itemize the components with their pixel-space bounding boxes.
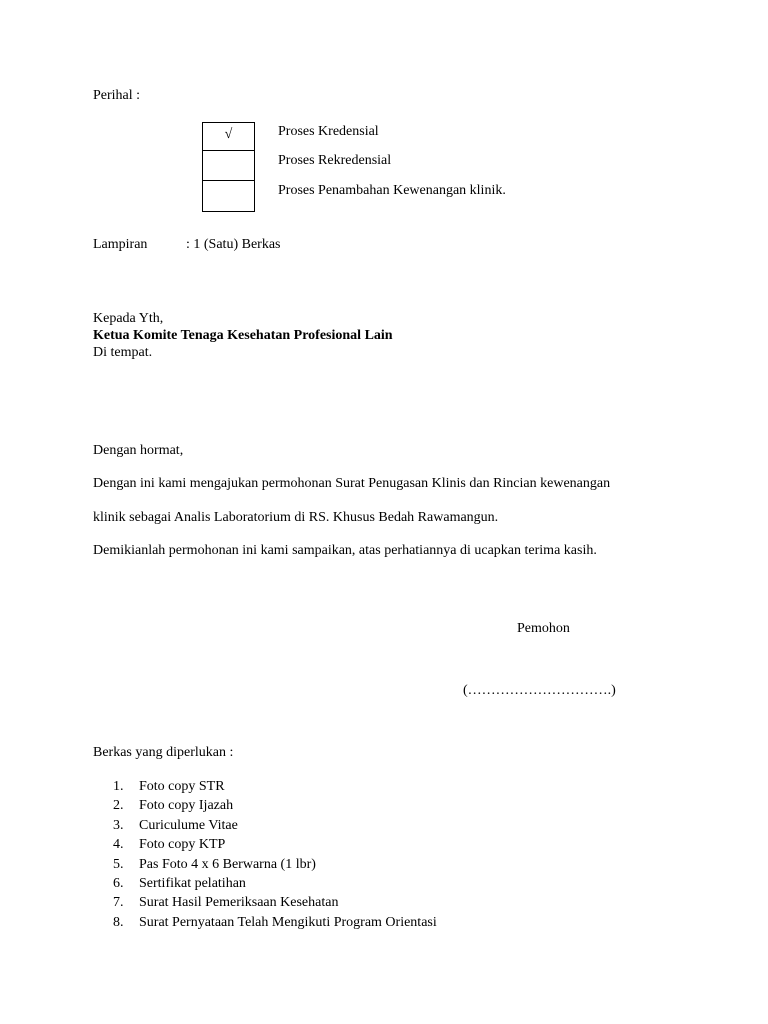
- list-item: 2. Foto copy Ijazah: [113, 798, 234, 814]
- recipient-greeting: Kepada Yth,: [93, 311, 164, 326]
- checkbox-penambahan-kewenangan[interactable]: [202, 181, 255, 212]
- signature-placeholder: (………………………….): [463, 683, 616, 698]
- lampiran-value: : 1 (Satu) Berkas: [186, 237, 281, 252]
- salutation: Dengan hormat,: [93, 443, 184, 458]
- lampiran-label: Lampiran: [93, 237, 148, 252]
- option-label-penambahan-kewenangan: Proses Penambahan Kewenangan klinik.: [278, 183, 506, 198]
- list-item: 4. Foto copy KTP: [113, 837, 226, 853]
- list-item: 5. Pas Foto 4 x 6 Berwarna (1 lbr): [113, 856, 316, 872]
- option-label-kredensial: Proses Kredensial: [278, 124, 379, 139]
- checkbox-kredensial[interactable]: √: [202, 122, 255, 151]
- list-item: 3. Curiculume Vitae: [113, 817, 238, 833]
- closing-line: Demikianlah permohonan ini kami sampaikan, atas perhatiannya di ucapkan terima kasih.: [93, 543, 597, 558]
- requirements-title: Berkas yang diperlukan :: [93, 745, 234, 760]
- option-label-rekredensial: Proses Rekredensial: [278, 153, 392, 168]
- checkbox-rekredensial[interactable]: [202, 151, 255, 181]
- list-item: 7. Surat Hasil Pemeriksaan Kesehatan: [113, 895, 339, 911]
- body-line-1: Dengan ini kami mengajukan permohonan Surat Penugasan Klinis dan Rincian kewenangan: [93, 476, 611, 491]
- recipient-name: Ketua Komite Tenaga Kesehatan Profesional Lain: [93, 328, 393, 343]
- recipient-place: Di tempat.: [93, 345, 153, 360]
- signature-label: Pemohon: [517, 621, 570, 636]
- perihal-label: Perihal :: [93, 88, 141, 103]
- list-item: 8. Surat Pernyataan Telah Mengikuti Program Orientasi: [113, 914, 437, 930]
- body-line-2: klinik sebagai Analis Laboratorium di RS. Khusus Bedah Rawamangun.: [93, 510, 499, 525]
- requirements-list: [113, 777, 437, 932]
- list-item: 6. Sertifikat pelatihan: [113, 875, 246, 891]
- list-item: 1. Foto copy STR: [113, 779, 225, 794]
